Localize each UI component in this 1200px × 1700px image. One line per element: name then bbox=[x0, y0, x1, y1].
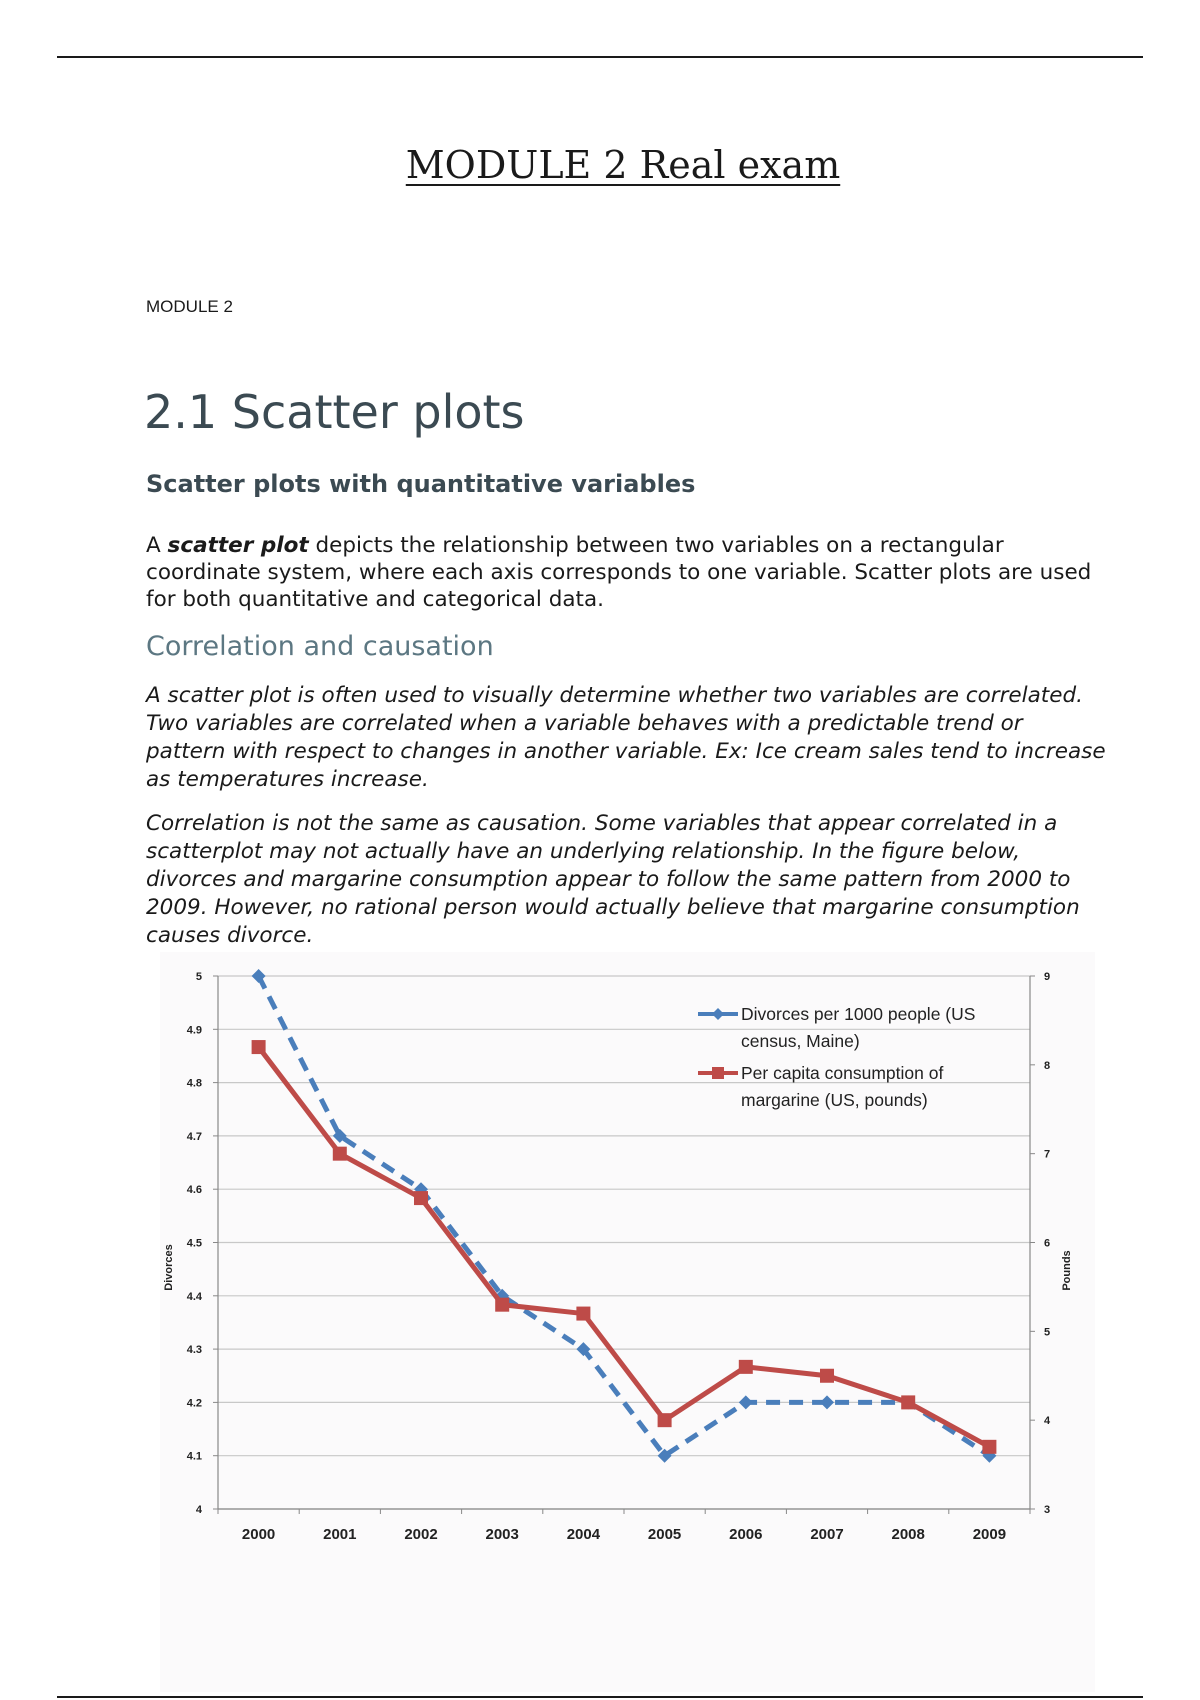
left-tick-label: 4.7 bbox=[186, 1130, 202, 1143]
left-tick-label: 4.6 bbox=[186, 1184, 202, 1197]
margarine-point bbox=[739, 1360, 753, 1374]
left-tick-label: 4.4 bbox=[186, 1290, 202, 1303]
divorce-margarine-chart bbox=[160, 952, 1095, 1692]
right-tick-label: 7 bbox=[1044, 1148, 1051, 1161]
legend-margarine-marker bbox=[712, 1067, 724, 1079]
legend-divorces-marker bbox=[712, 1008, 724, 1020]
section-title: 2.1 Scatter plots bbox=[144, 385, 525, 439]
left-tick-label: 4.8 bbox=[186, 1077, 202, 1090]
legend-entry-text: margarine (US, pounds) bbox=[741, 1090, 928, 1110]
left-tick-label: 4 bbox=[195, 1504, 202, 1516]
x-tick-label: 2005 bbox=[647, 1526, 682, 1543]
legend-entry-text: Divorces per 1000 people (US bbox=[741, 1004, 976, 1024]
margarine-point bbox=[333, 1147, 347, 1161]
right-tick-label: 3 bbox=[1044, 1504, 1051, 1516]
margarine-point bbox=[495, 1298, 509, 1312]
left-tick-label: 4.1 bbox=[186, 1450, 202, 1463]
legend-entry-text: census, Maine) bbox=[741, 1031, 860, 1051]
margarine-point bbox=[414, 1191, 428, 1205]
document-title: MODULE 2 Real exam bbox=[405, 143, 841, 187]
divorces-series-line bbox=[259, 976, 990, 1456]
right-tick-label: 4 bbox=[1044, 1415, 1051, 1428]
intro-rest: depicts the relationship between two variables on a rectangular coordinate system, where each axis corresponds to one variable. Scatter plots are used for both quantitative and categorical data. bbox=[146, 533, 1092, 612]
x-tick-label: 2004 bbox=[566, 1526, 601, 1543]
right-tick-label: 6 bbox=[1044, 1237, 1051, 1250]
left-tick-label: 4.9 bbox=[186, 1024, 202, 1037]
divorces-point bbox=[820, 1395, 834, 1409]
margarine-point bbox=[576, 1307, 590, 1321]
margarine-point bbox=[658, 1413, 672, 1427]
margarine-point bbox=[901, 1395, 915, 1409]
x-tick-label: 2003 bbox=[485, 1526, 519, 1543]
x-tick-label: 2002 bbox=[404, 1526, 438, 1543]
right-axis-title: Pounds bbox=[1061, 1250, 1073, 1291]
x-tick-label: 2008 bbox=[891, 1526, 925, 1543]
right-tick-label: 5 bbox=[1044, 1326, 1051, 1339]
chart-svg bbox=[160, 952, 1095, 1692]
intro-prefix: A bbox=[146, 533, 168, 558]
correlation-paragraph: A scatter plot is often used to visually determine whether two variables are correlated. Two variables are correlated when a variable behaves with a predictable trend or pattern with respect to changes in another variable. Ex: Ice cream sales tend to increase as temperatures increase. bbox=[146, 683, 1106, 792]
left-tick-label: 4.3 bbox=[186, 1344, 202, 1357]
margarine-point bbox=[982, 1440, 996, 1454]
margarine-point bbox=[252, 1040, 266, 1054]
x-tick-label: 2006 bbox=[729, 1526, 763, 1543]
module-label: MODULE 2 bbox=[146, 297, 233, 316]
left-tick-label: 5 bbox=[195, 971, 202, 983]
top-rule bbox=[57, 56, 1143, 58]
intro-paragraph bbox=[146, 532, 1106, 613]
right-tick-label: 9 bbox=[1044, 971, 1051, 983]
scatter-plot-term: scatter plot bbox=[167, 533, 309, 558]
left-tick-label: 4.5 bbox=[186, 1237, 202, 1250]
margarine-point bbox=[820, 1369, 834, 1383]
divorces-point bbox=[739, 1395, 753, 1409]
correlation-heading: Correlation and causation bbox=[146, 631, 494, 662]
x-tick-label: 2007 bbox=[810, 1526, 844, 1543]
x-tick-label: 2000 bbox=[241, 1526, 276, 1543]
causation-paragraph: Correlation is not the same as causation. Some variables that appear correlated in a scatterplot may not actually have an underlying relationship. In the figure below, divorces and margarine consumption appear to follow the same pattern from 2000 to 2009. However, no rational person would actually believe that margarine consumption causes divorce. bbox=[146, 811, 1080, 948]
left-tick-label: 4.2 bbox=[186, 1397, 202, 1410]
left-axis-title: Divorces bbox=[163, 1244, 175, 1291]
subsection-title: Scatter plots with quantitative variables bbox=[146, 470, 696, 498]
right-tick-label: 8 bbox=[1044, 1059, 1051, 1072]
x-tick-label: 2001 bbox=[323, 1526, 357, 1543]
bottom-rule bbox=[57, 1696, 1143, 1698]
x-tick-label: 2009 bbox=[972, 1526, 1007, 1543]
legend-entry-text: Per capita consumption of bbox=[741, 1063, 944, 1083]
